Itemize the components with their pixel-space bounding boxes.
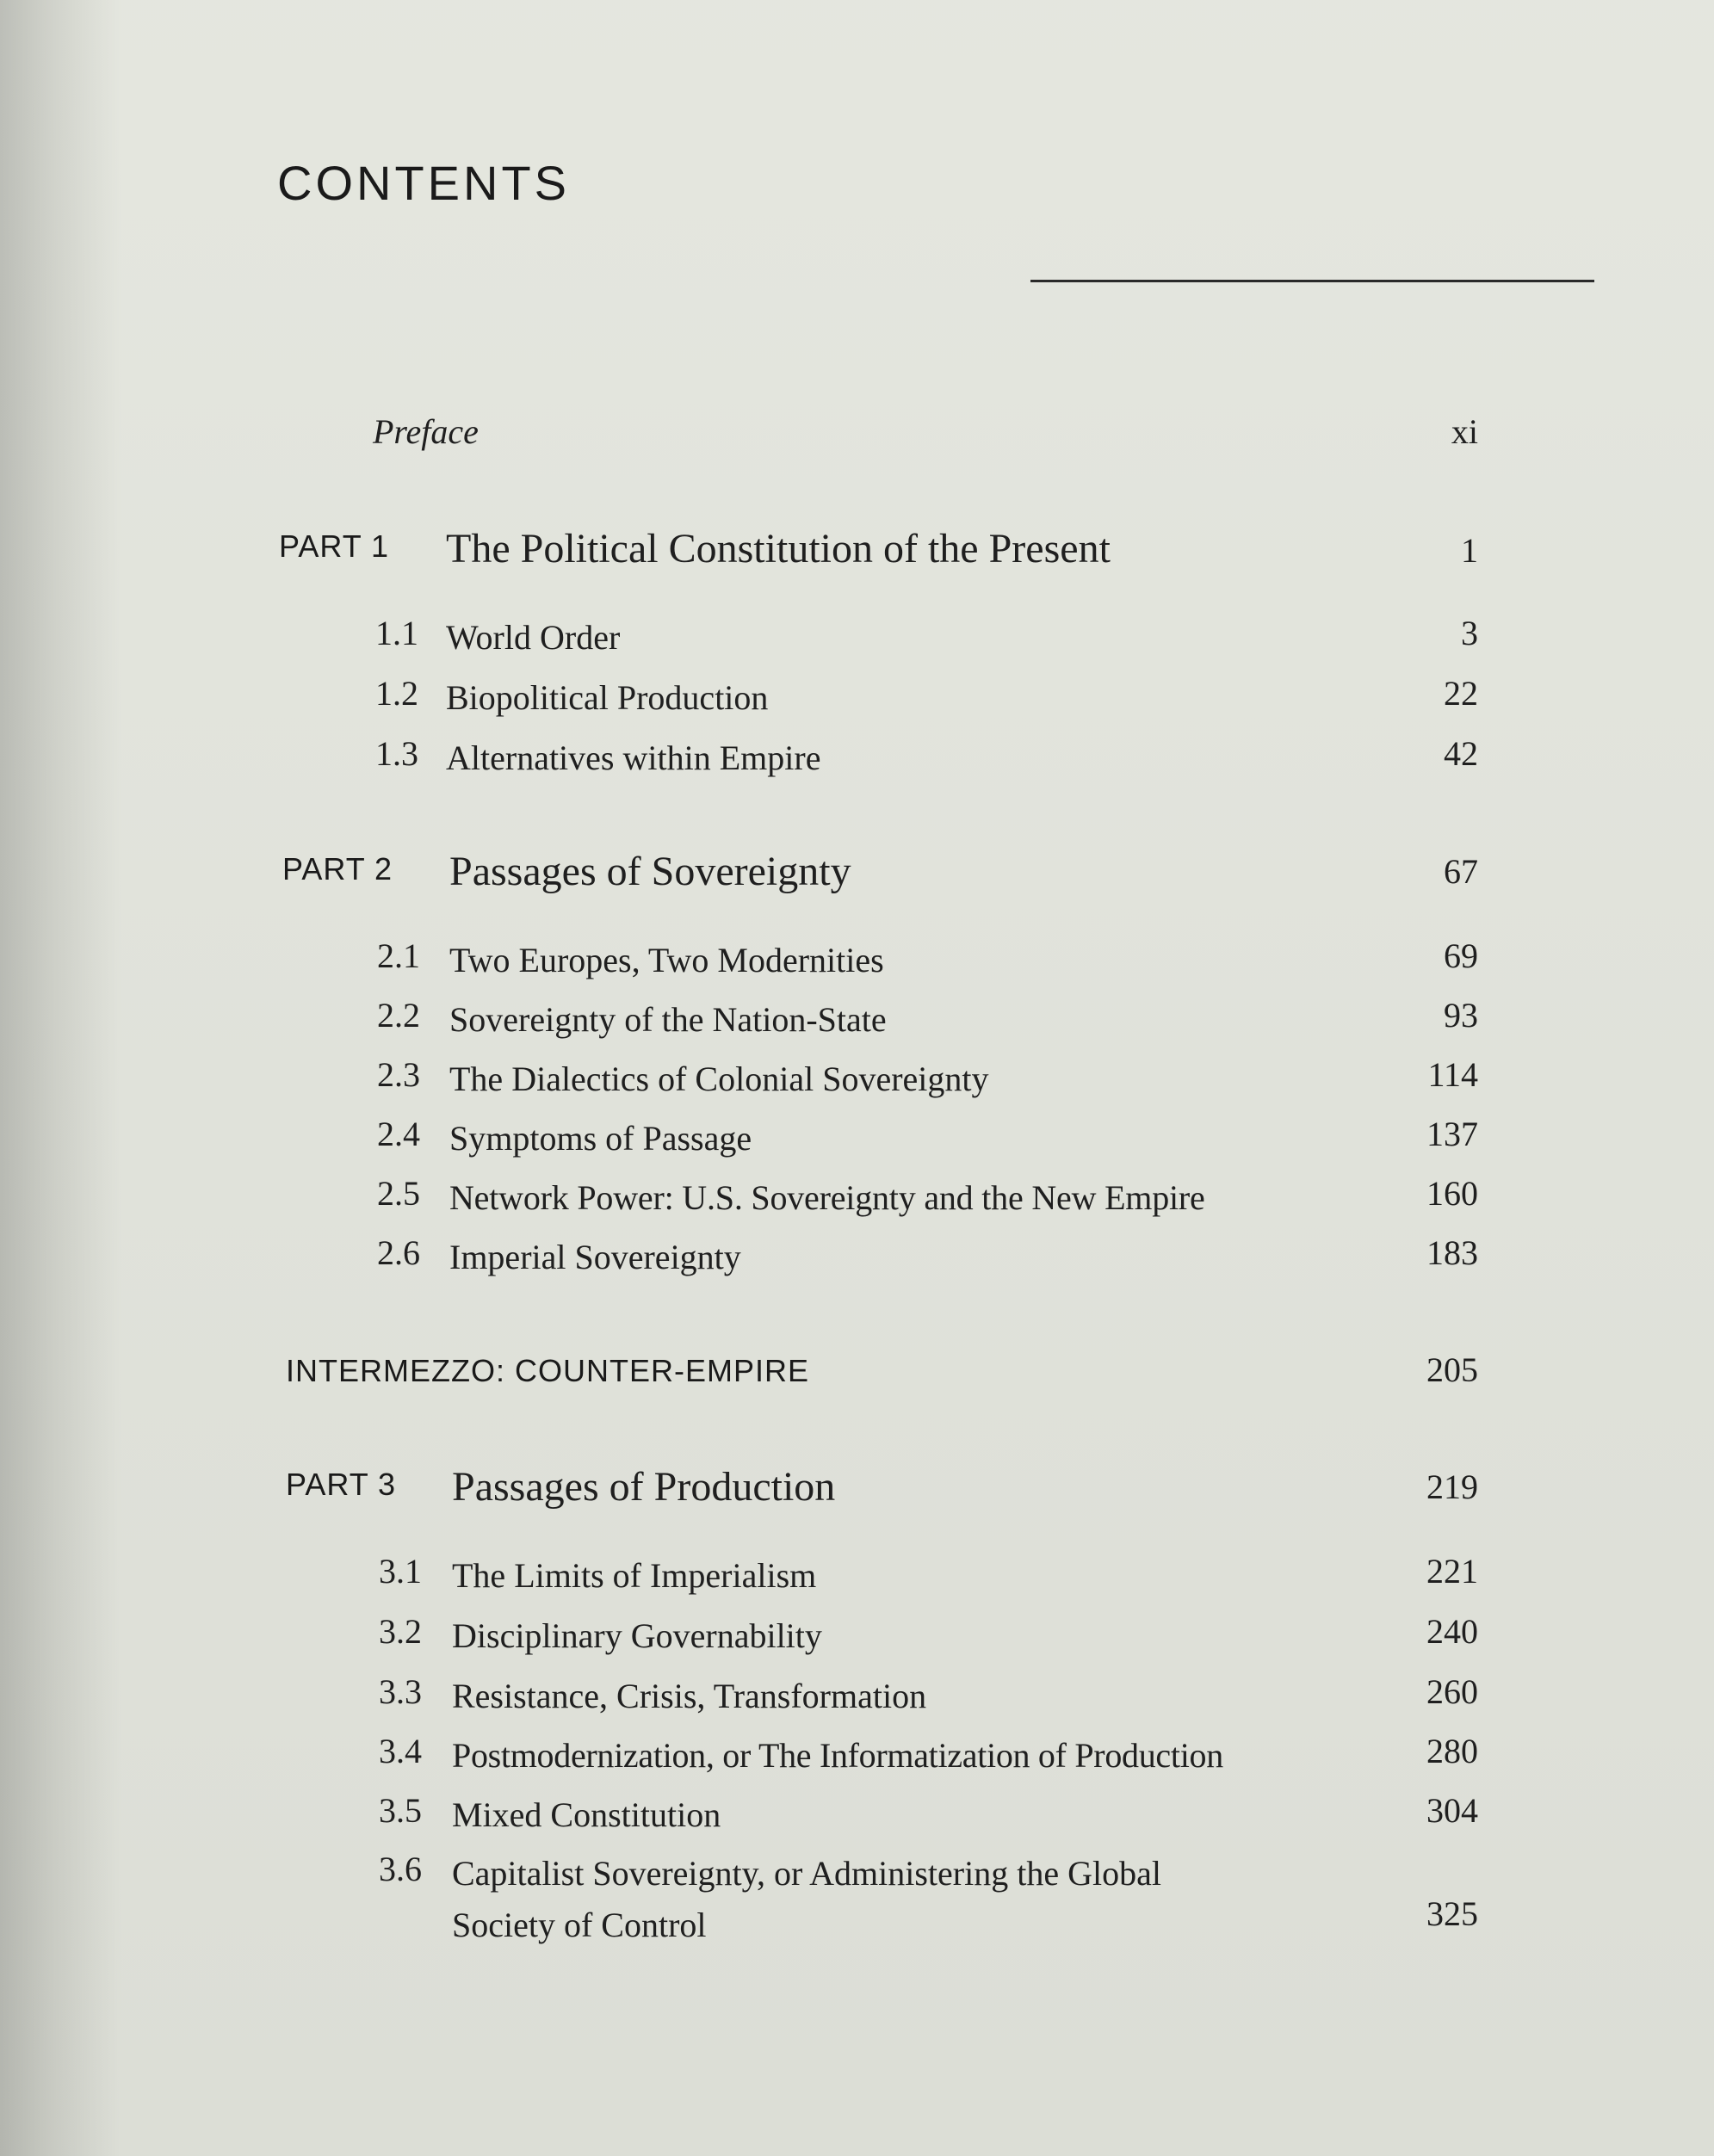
chapter-title: World Order bbox=[446, 618, 621, 657]
chapter-title-line-1: Capitalist Sovereignty, or Administering the Global bbox=[452, 1854, 1161, 1893]
chapter-number: 2.4 bbox=[377, 1115, 420, 1153]
page-number: 22 bbox=[1444, 674, 1478, 713]
part-title: Passages of Production bbox=[452, 1464, 836, 1510]
chapter-number: 3.3 bbox=[379, 1672, 422, 1711]
chapter-number: 1.3 bbox=[375, 734, 418, 773]
chapter-title: Biopolitical Production bbox=[446, 678, 769, 717]
chapter-number: 3.6 bbox=[379, 1850, 422, 1888]
chapter-number: 3.2 bbox=[379, 1612, 422, 1651]
page-number: 240 bbox=[1426, 1612, 1478, 1651]
chapter-title: Two Europes, Two Modernities bbox=[449, 941, 884, 979]
chapter-title: Network Power: U.S. Sovereignty and the New Empire bbox=[449, 1178, 1205, 1217]
chapter-number: 2.3 bbox=[377, 1055, 420, 1094]
page-number: 3 bbox=[1461, 614, 1478, 652]
page-number: 325 bbox=[1426, 1894, 1478, 1933]
part-title: Passages of Sovereignty bbox=[449, 849, 851, 894]
part-label: PART 2 bbox=[282, 851, 393, 886]
page-number: 137 bbox=[1426, 1115, 1478, 1153]
chapter-number: 2.5 bbox=[377, 1174, 420, 1213]
page-number: 1 bbox=[1461, 531, 1478, 570]
chapter-title: Mixed Constitution bbox=[452, 1795, 721, 1834]
page-number: 160 bbox=[1426, 1174, 1478, 1213]
part-label: PART 3 bbox=[286, 1467, 397, 1502]
intermezzo-title: INTERMEZZO: COUNTER-EMPIRE bbox=[286, 1353, 809, 1388]
divider-rule bbox=[1030, 280, 1594, 282]
chapter-number: 3.4 bbox=[379, 1732, 422, 1770]
chapter-number: 2.2 bbox=[377, 996, 420, 1035]
part-label: PART 1 bbox=[279, 528, 390, 564]
chapter-title: The Limits of Imperialism bbox=[452, 1556, 817, 1595]
chapter-number: 3.5 bbox=[379, 1791, 422, 1830]
page-number: 280 bbox=[1426, 1732, 1478, 1770]
chapter-number: 1.1 bbox=[375, 614, 418, 652]
page-number: 67 bbox=[1444, 852, 1478, 891]
chapter-number: 2.1 bbox=[377, 936, 420, 975]
page-number: 69 bbox=[1444, 936, 1478, 975]
page-title: CONTENTS bbox=[277, 156, 570, 210]
chapter-title: Sovereignty of the Nation-State bbox=[449, 1000, 887, 1039]
page-number: 42 bbox=[1444, 734, 1478, 773]
chapter-number: 2.6 bbox=[377, 1233, 420, 1272]
chapter-number: 1.2 bbox=[375, 674, 418, 713]
chapter-title-line-2: Society of Control bbox=[452, 1906, 707, 1944]
page-number: 304 bbox=[1426, 1791, 1478, 1830]
page-number: xi bbox=[1451, 412, 1478, 451]
page-number: 114 bbox=[1427, 1055, 1478, 1094]
page-number: 183 bbox=[1426, 1233, 1478, 1272]
page-number: 260 bbox=[1426, 1672, 1478, 1711]
page-number: 219 bbox=[1426, 1467, 1478, 1506]
page-number: 205 bbox=[1426, 1350, 1478, 1389]
page-number: 93 bbox=[1444, 996, 1478, 1035]
chapter-title: Postmodernization, or The Informatization of Production bbox=[452, 1736, 1223, 1775]
chapter-title: Disciplinary Governability bbox=[452, 1616, 822, 1655]
preface-title: Preface bbox=[373, 412, 479, 451]
chapter-title: Resistance, Crisis, Transformation bbox=[452, 1677, 927, 1715]
chapter-title: Imperial Sovereignty bbox=[449, 1238, 741, 1276]
page-number: 221 bbox=[1426, 1552, 1478, 1591]
part-title: The Political Constitution of the Present bbox=[446, 526, 1111, 571]
chapter-title: The Dialectics of Colonial Sovereignty bbox=[449, 1059, 989, 1098]
chapter-title: Symptoms of Passage bbox=[449, 1119, 752, 1158]
chapter-title: Alternatives within Empire bbox=[446, 738, 821, 777]
chapter-number: 3.1 bbox=[379, 1552, 422, 1591]
